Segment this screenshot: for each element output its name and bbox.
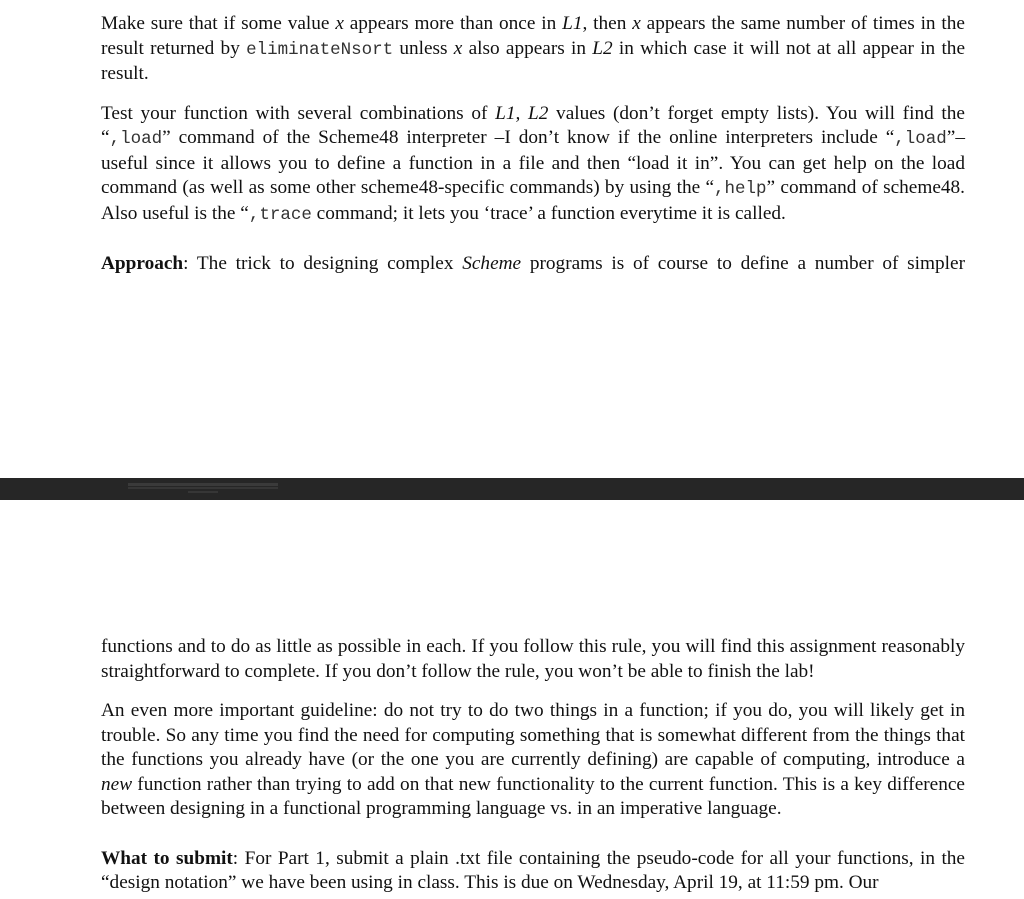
paragraph-simple-functions: functions and to do as little as possible in each. If you follow this rule, you will find this assignment reasonably straightforward to complete. If you don’t follow the rule, you won’t be able to finish the lab! bbox=[101, 636, 965, 682]
page-break-bar bbox=[0, 478, 1024, 500]
what-to-submit-heading: What to submit bbox=[101, 847, 233, 869]
page-bottom-content bbox=[101, 635, 965, 896]
function-name-code: eliminateNsort bbox=[246, 39, 394, 60]
page-top-content bbox=[101, 12, 965, 277]
paragraph-approach: Approach: The trick to designing complex Scheme programs is of course to define a number of simpler bbox=[101, 253, 966, 274]
load-command-code: ,load bbox=[109, 129, 163, 149]
paragraph-duplicates: Make sure that if some value x appears more than once in L1, then x appears the same number of times in the result returned by eliminateNsort unless x also appears in L2 in which case it will not at all appear in the result. bbox=[101, 13, 965, 84]
paragraph-testing: Test your function with several combinations of L1, L2 values (don’t forget empty lists). You will find the “,load” command of the Scheme48 interpreter –I don’t know if the online interpreters include “,load”– useful since it allows you to define a function in a file and then “load it in”. You can get help on the load command (as well as some other scheme48-specific commands) by using the “,help” command of scheme48. Also useful is the “,trace command; it lets you ‘trace’ a function everytime it is called. bbox=[101, 102, 966, 225]
paragraph-what-to-submit: What to submit: For Part 1, submit a plain .txt file containing the pseudo-code for all your functions, in the “design notation” we have been using in class. This is due on Wednesday, April 19, at 11:59 pm. Our bbox=[101, 847, 965, 893]
trace-command-code: ,trace bbox=[248, 204, 312, 225]
paragraph-guideline: An even more important guideline: do not try to do two things in a function; if you do, you will likely get in trouble. So any time you find the need for computing something that is somewhat different from the things that the functions you already have (or the one you are currently defining) are capable of computing, introduce a new function rather than trying to add on that new functionality to the current function. This is a key difference between designing in a functional programming language vs. in an imperative language. bbox=[101, 700, 965, 819]
approach-heading: Approach bbox=[101, 253, 184, 274]
load-command-code: ,load bbox=[894, 129, 947, 149]
help-command-code: ,help bbox=[714, 179, 767, 199]
